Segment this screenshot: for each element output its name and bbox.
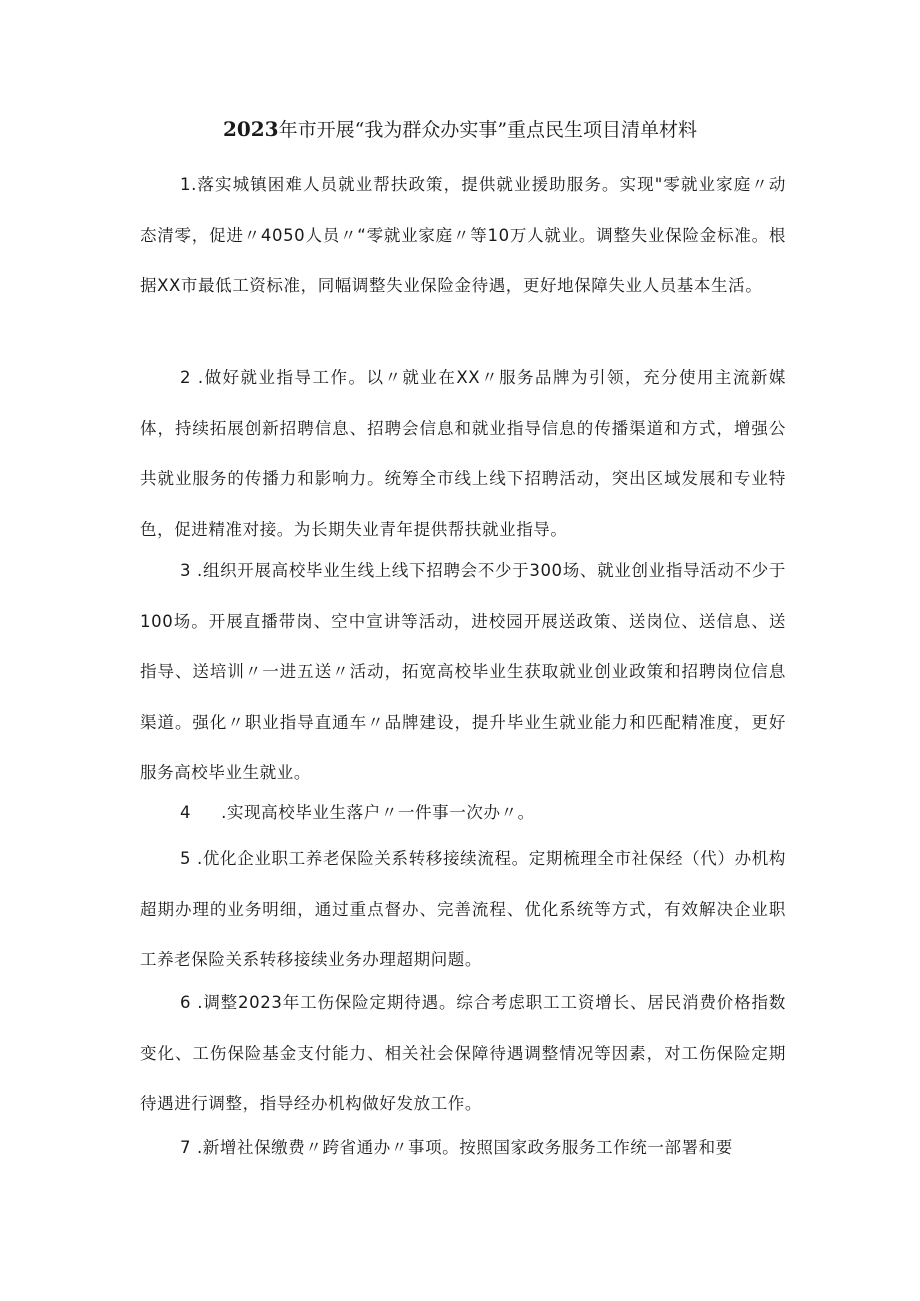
paragraph-6: 6 .调整2023年工伤保险定期待遇。综合考虑职工工资增长、居民消费价格指数变化、工伤保险基金支付能力、相关社会保障待遇调整情况等因素，对工伤保险定期待遇进行调整，指导经办机构做好发放工作。 bbox=[140, 993, 786, 1113]
paragraph-5: 5 .优化企业职工养老保险关系转移接续流程。定期梳理全市社保经（代）办机构超期办理的业务明细，通过重点督办、完善流程、优化系统等方式，有效解决企业职工养老保险关系转移接续业务办理超期问题。 bbox=[140, 849, 786, 969]
paragraph-7: 7 .新增社保缴费〃跨省通办〃事项。按照国家政务服务工作统一部署和要 bbox=[180, 1138, 733, 1157]
paragraph-4-number: 4 bbox=[180, 803, 192, 822]
title-year: 2023 bbox=[222, 117, 279, 141]
paragraph-3: 3 .组织开展高校毕业生线上线下招聘会不少于300场、就业创业指导活动不少于100场。开展直播带岗、空中宣讲等活动，进校园开展送政策、送岗位、送信息、送指导、送培训〃一进五送〃活动，拓宽高校毕业生获取就业创业政策和招聘岗位信息渠道。强化〃职业指导直通车〃品牌建设，提升毕业生就业能力和匹配精准度，更好服务高校毕业生就业。 bbox=[140, 561, 786, 782]
paragraph-2: 2 .做好就业指导工作。以〃就业在XX〃服务品牌为引领，充分使用主流新媒体，持续拓展创新招聘信息、招聘会信息和就业指导信息的传播渠道和方式，增强公共就业服务的传播力和影响力。统筹全市线上线下招聘活动，突出区域发展和专业特色，促进精准对接。为长期失业青年提供帮扶就业指导。 bbox=[140, 368, 786, 539]
paragraph-4-text: .实现高校毕业生落户〃一件事一次办〃。 bbox=[221, 803, 535, 822]
paragraph-1: 1.落实城镇困难人员就业帮扶政策，提供就业援助服务。实现"零就业家庭〃动态清零，促进〃4050人员〃“零就业家庭〃等10万人就业。调整失业保险金标准。根据XX市最低工资标准，同幅调整失业保险金待遇，更好地保障失业人员基本生活。 bbox=[140, 175, 786, 295]
title-text: 年市开展“我为群众办实事”重点民生项目清单材料 bbox=[278, 119, 698, 141]
document-title bbox=[0, 114, 920, 145]
paragraph-4 bbox=[140, 788, 786, 839]
